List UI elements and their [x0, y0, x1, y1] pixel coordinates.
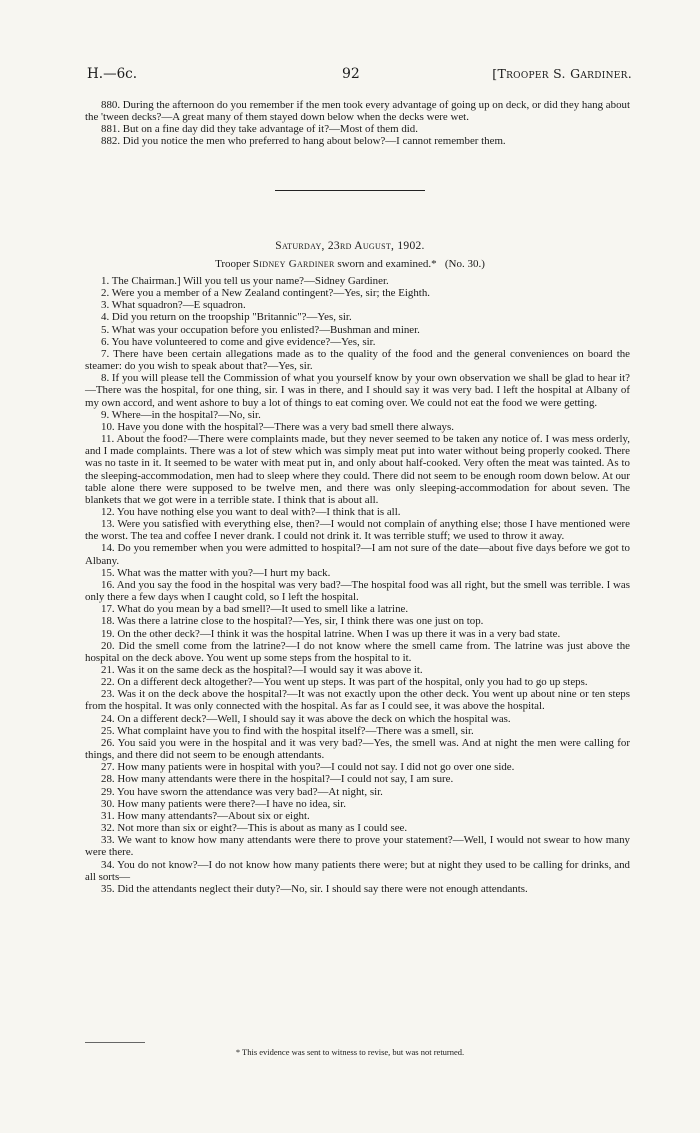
page-number: 92 — [342, 66, 360, 82]
section-divider — [275, 190, 425, 191]
sworn-text: sworn and examined.* — [334, 258, 437, 270]
question-answer: 16. And you say the food in the hospital was very bad?—The hospital food was all right, but the smell was terrible. I was only there a few days when I caught cold, so I left the hospital. — [85, 578, 630, 604]
question-answer: 9. Where—in the hospital?—No, sir. — [101, 408, 261, 421]
paragraph: 880. During the afternoon do you remember if the men took every advantage of going up on deck, or did they hang about the 'tween decks?—A great many of them stayed down below when the decks were wet. — [85, 99, 630, 124]
question-answer: 5. What was your occupation before you enlisted?—Bushman and miner. — [101, 323, 420, 336]
question-answer: 10. Have you done with the hospital?—There was a very bad smell there always. — [101, 420, 454, 433]
question-answer: 34. You do not know?—I do not know how many patients there were; but at night they used to be calling for drinks, and all sorts— — [85, 858, 630, 883]
question-answer: 20. Did the smell come from the latrine?—I do not know where the smell came from. The latrine was just above the hospital on the deck above. You went up some steps from the hospital to it. — [85, 639, 630, 664]
question-answer: 32. Not more than six or eight?—This is about as many as I could see. — [101, 822, 408, 835]
witness-prefix: Trooper — [215, 258, 253, 270]
paragraph: 881. But on a fine day did they take advantage of it?—Most of them did. — [101, 123, 418, 136]
question-answer: 25. What complaint have you to find with the hospital itself?—There was a smell, sir. — [101, 724, 474, 737]
report-code: H.—6c. — [87, 66, 138, 82]
question-answer: 14. Do you remember when you were admitted to hospital?—I am not sure of the date—about five days before we got to Albany. — [85, 542, 630, 567]
paragraph: 882. Did you notice the men who preferred to hang about below?—I cannot remember them. — [101, 135, 506, 148]
question-answer: 35. Did the attendants neglect their duty?—No, sir. I should say there were not enough attendants. — [101, 882, 528, 895]
witness-name: Sidney Gardiner — [252, 258, 335, 270]
examination-testimony — [85, 275, 630, 895]
question-answer: 12. You have nothing else you want to deal with?—I think that is all. — [101, 505, 401, 518]
question-answer: 22. On a different deck altogether?—You went up steps. It was part of the hospital, only you had to go up steps. — [101, 676, 588, 689]
witness-running-head: [Trooper S. Gardiner. — [492, 66, 632, 81]
question-answer: 26. You said you were in the hospital and it was very bad?—Yes, the smell was. And at night the men were calling for things, and there did not seem to be enough attendants. — [85, 736, 630, 762]
question-answer: 19. On the other deck?—I think it was the hospital latrine. When I was up there it was in a very bad state. — [101, 627, 561, 640]
question-answer: 8. If you will please tell the Commission of what you yourself know by your own observation we shall be glad to hear it?—There was the hospital, for one thing, sir. I was in there, and I should say it was very bad. I left the hospital at Albany of my own accord, and went ashore to buy a lot of things to eat coming over. We could not eat the food we were getting. — [85, 372, 630, 409]
question-answer: 11. About the food?—There were complaints made, but they never seemed to be taken any notice of. I was mess orderly, and I made complaints. There was a lot of stew which was simply meat put into water without being properly cooked. There was no taste in it. It seemed to be water with meat put in, and only about half-cooked. Very often the meat was tainted. As to the sleeping-accommodation, men had to sleep where they could. There did not seem to be enough room down below. At our table alone there were supposed to be twelve men, and there was only sleeping-accommodation for about seven. The blankets that we got were in a terrible state. I think that is about all. — [85, 433, 630, 506]
question-answer: 31. How many attendants?—About six or eight. — [101, 809, 310, 822]
question-answer: 18. Was there a latrine close to the hospital?—Yes, sir, I think there was one just on top. — [101, 615, 484, 628]
question-answer: 27. How many patients were in hospital with you?—I could not say. I did not go over one side. — [101, 761, 515, 774]
question-answer: 2. Were you a member of a New Zealand contingent?—Yes, sir; the Eighth. — [101, 287, 430, 300]
witness-heading — [0, 258, 700, 270]
footnote-divider — [85, 1042, 145, 1043]
page-header — [87, 66, 632, 84]
question-answer: 21. Was it on the same deck as the hospital?—I would say it was above it. — [101, 664, 423, 676]
question-answer: 24. On a different deck?—Well, I should say it was above the deck on which the hospital was. — [101, 712, 511, 725]
question-answer: 28. How many attendants were there in the hospital?—I could not say, I am sure. — [101, 773, 454, 786]
question-answer: 6. You have volunteered to come and give evidence?—Yes, sir. — [101, 335, 376, 348]
continued-testimony — [85, 99, 630, 148]
question-answer: 4. Did you return on the troopship "Britannic"?—Yes, sir. — [101, 311, 352, 324]
question-answer: 29. You have sworn the attendance was very bad?—At night, sir. — [101, 785, 383, 798]
question-answer: 33. We want to know how many attendants were there to prove your statement?—Well, I would not swear to how many were there. — [85, 834, 630, 859]
question-answer: 3. What squadron?—E squadron. — [101, 299, 246, 312]
question-answer: 23. Was it on the deck above the hospital?—It was not exactly upon the other deck. You went up about nine or ten steps from the hospital. It was only connected with the hospital. As far as I could see, it was above the hospital. — [85, 688, 630, 713]
question-answer: 15. What was the matter with you?—I hurt my back. — [101, 566, 331, 579]
question-answer: 1. The Chairman.] Will you tell us your name?—Sidney Gardiner. — [101, 275, 389, 287]
question-answer: 17. What do you mean by a bad smell?—It used to smell like a latrine. — [101, 603, 409, 616]
question-answer: 7. There have been certain allegations made as to the quality of the food and the general conveniences on board the steamer: do you wish to speak about that?—Yes, sir. — [85, 347, 630, 373]
question-answer: 13. Were you satisfied with everything else, then?—I would not complain of anything else; those I have mentioned were the worst. The tea and coffee I never drank. I could not drink it. It was terrible stuff; we used to throw it away. — [85, 518, 630, 543]
session-date: Saturday, 23rd August, 1902. — [275, 240, 425, 252]
witness-number: (No. 30.) — [444, 258, 485, 270]
question-answer: 30. How many patients were there?—I have no idea, sir. — [101, 797, 346, 810]
footnote: * This evidence was sent to witness to revise, but was not returned. — [235, 1047, 465, 1057]
